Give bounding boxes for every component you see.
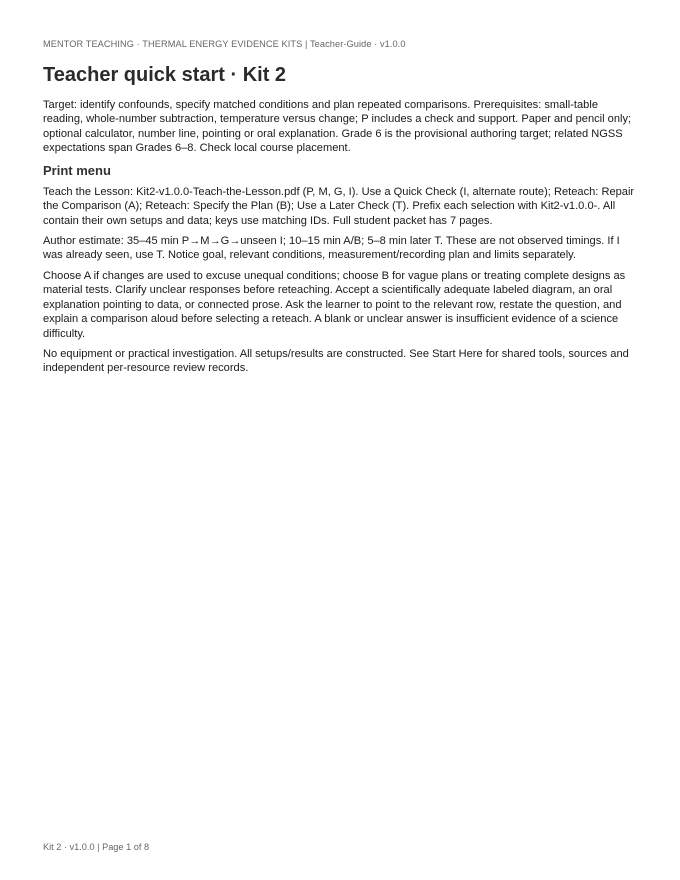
intro-paragraph: Target: identify confounds, specify matched conditions and plan repeated comparisons. Prerequisites: small-table reading, whole-number subtraction, temperature versus change; P includes a check and support. Paper and pencil only; optional calculator, number line, pointing or oral explanation. Grade 6 is the provisional authoring target; related NGSS expectations span Grades 6–8. Check local course placement. bbox=[43, 99, 632, 155]
running-footer: Kit 2 · v1.0.0 | Page 1 of 8 bbox=[43, 842, 150, 852]
reteach-guidance-paragraph: Choose A if changes are used to excuse unequal conditions; choose B for vague plans or treating complete designs as material tests. Clarify unclear responses before reteaching. Accept a scientifically adequate labeled diagram, an oral explanation pointing to data, or connected prose. Ask the learner to point to the relevant row, restate the question, and explain a comparison aloud before selecting a reteach. A blank or unclear answer is insufficient evidence of a science difficulty. bbox=[43, 270, 626, 340]
equipment-note-paragraph: No equipment or practical investigation. All setups/results are constructed. See Start Here for shared tools, sources and independent per-resource review records. bbox=[43, 348, 629, 375]
section-heading-print-menu: Print menu bbox=[43, 163, 111, 178]
print-menu-paragraph: Teach the Lesson: Kit2-v1.0.0-Teach-the-Lesson.pdf (P, M, G, I). Use a Quick Check (I, alternate route); Reteach: Repair the Comparison (A); Reteach: Specify the Plan (B); Use a Later Check (T). Prefix each selection with Kit2-v1.0.0-. All contain their own setups and data; keys use matching IDs. Full student packet has 7 pages. bbox=[43, 186, 635, 227]
page-title: Teacher quick start · Kit 2 bbox=[43, 64, 287, 86]
running-header: MENTOR TEACHING · THERMAL ENERGY EVIDENCE KITS | Teacher-Guide · v1.0.0 bbox=[43, 39, 406, 49]
timing-paragraph: Author estimate: 35–45 min P→M→G→unseen I; 10–15 min A/B; 5–8 min later T. These are not observed timings. If I was already seen, use T. Notice goal, relevant conditions, measurement/recording plan and limits separately. bbox=[43, 235, 620, 262]
